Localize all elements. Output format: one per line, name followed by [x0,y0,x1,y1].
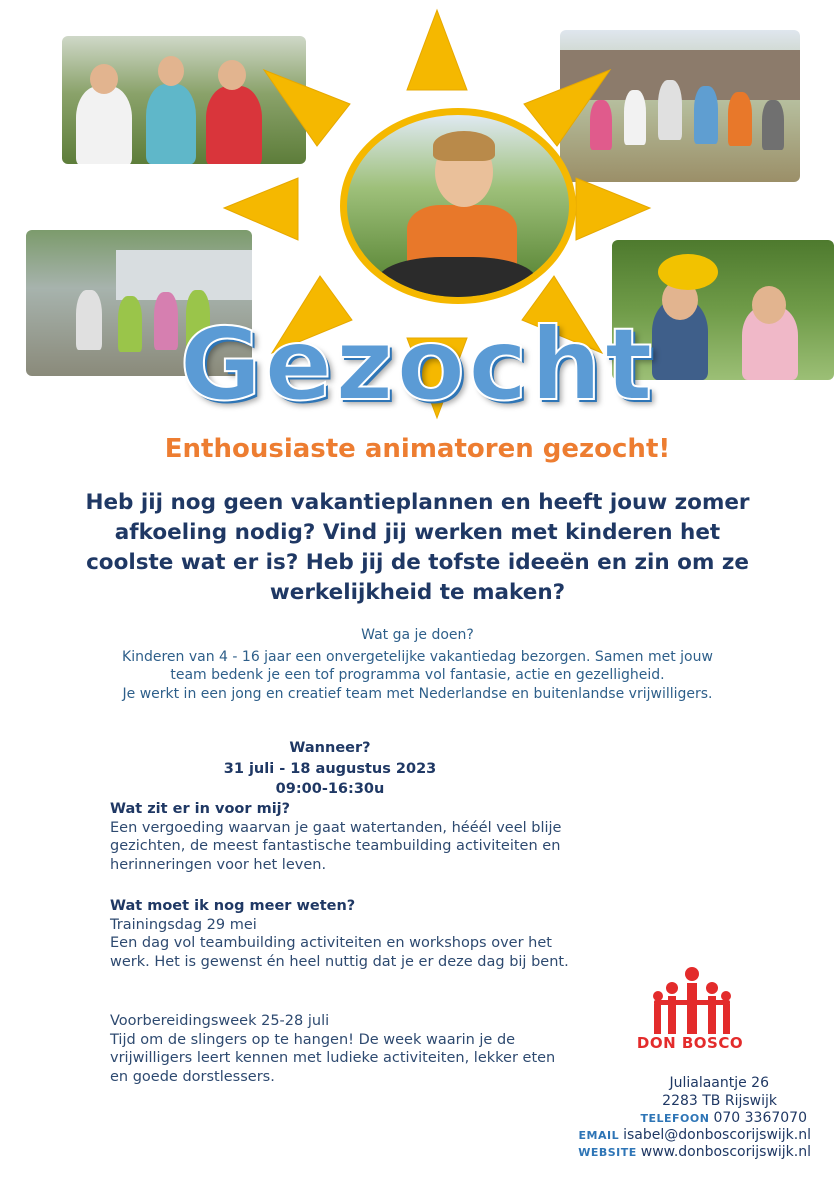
when-dates: 31 juli - 18 augustus 2023 [223,761,437,777]
contact-city: 2283 TB Rijswijk [662,1093,777,1109]
more-info-section [110,897,570,971]
sun-ray-right [576,178,650,240]
training-title: Trainingsdag 29 mei [110,916,257,933]
email-label: EMAIL [578,1129,620,1142]
training-text: Een dag vol teambuilding activiteiten en workshops over het werk. Het is gewenst én heel nuttig dat je er deze dag bij bent. [110,935,569,970]
what-title: Wat ga je doen? [361,627,474,643]
benefits-title: Wat zit er in voor mij? [110,801,291,817]
when-time: 09:00-16:30u [275,781,385,797]
phone-value[interactable]: 070 3367070 [713,1110,807,1126]
contact-phone-row [487,1110,807,1127]
what-line-1: Kinderen van 4 - 16 jaar een onvergetelijke vakantiedag bezorgen. Samen met jouw [122,649,713,665]
email-link[interactable]: isabel@donboscorijswijk.nl [623,1127,811,1143]
benefits-section [110,800,570,874]
more-info-title: Wat moet ik nog meer weten? [110,898,356,914]
subtitle: Enthousiaste animatoren gezocht! [164,434,671,464]
logo-text: DON BOSCO [636,1034,744,1052]
benefits-text: Een vergoeding waarvan je gaat watertanden, hééél veel blije gezichten, de meest fantastische teambuilding activiteiten en herinneringen voor het leven. [110,819,562,873]
prep-title: Voorbereidingsweek 25-28 juli [110,1013,330,1029]
contact-email-row [491,1127,811,1144]
contact-website-row [491,1144,811,1161]
what-line-2: team bedenk je een tof programma vol fantasie, actie en gezelligheid. [170,667,665,683]
sun-ray-top [407,10,467,90]
prep-text: Tijd om de slingers op te hangen! De week waarin je de vrijwilligers leert kennen met ludieke activiteiten, lekker eten en goede dorstlessers. [110,1031,556,1085]
contact-street: Julialaantje 26 [669,1075,769,1091]
when-title: Wanneer? [289,740,371,756]
sun-ray-top-left [264,70,350,146]
website-link[interactable]: www.donboscorijswijk.nl [640,1144,811,1160]
phone-label: TELEFOON [640,1112,710,1125]
website-label: WEBSITE [578,1146,637,1159]
intro-text: Heb jij nog geen vakantieplannen en heeft jouw zomer afkoeling nodig? Vind jij werken met kinderen het coolste wat er is? Heb jij de tofste ideeën en zin om ze werkelijkheid te maken? [85,490,750,605]
headline: Gezocht [179,306,656,423]
what-line-3: Je werkt in een jong en creatief team met Nederlandse en buitenlandse vrijwilligers. [122,686,713,702]
sun-ray-left [224,178,298,240]
photo-boy-with-tire [340,108,576,304]
